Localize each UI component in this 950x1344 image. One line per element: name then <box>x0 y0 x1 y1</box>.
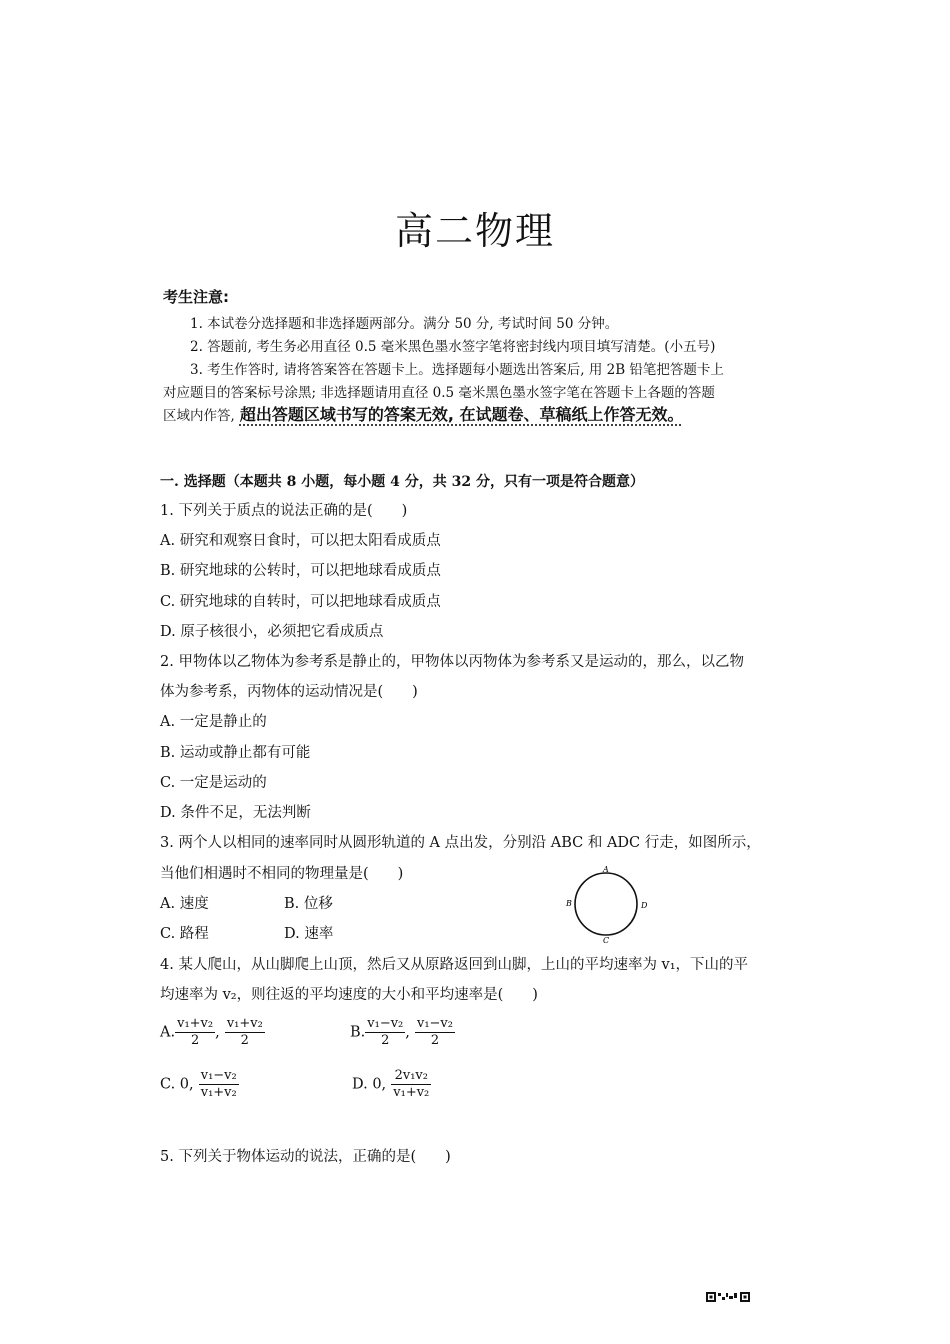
notice-item-3-line-3 <box>163 402 684 425</box>
q4-option-d <box>352 1068 431 1101</box>
q4-option-a-label: A. <box>160 1024 176 1041</box>
q2-option-d: D. 条件不足，无法判断 <box>160 805 311 821</box>
notice-emphasis: 超出答题区域书写的答案无效, 在试题卷、草稿纸上作答无效。 <box>239 405 684 424</box>
page-title: 高二物理 <box>394 209 555 253</box>
fraction-denominator: 2 <box>430 1033 440 1048</box>
q4-option-b-label: B. <box>350 1024 366 1041</box>
q4-option-b-fraction-2 <box>415 1016 455 1049</box>
q2-stem-line-1: 2. 甲物体以乙物体为参考系是静止的，甲物体以丙物体为参考系又是运动的，那么，以乙物 <box>160 654 744 670</box>
circular-track-figure <box>560 862 660 946</box>
q4-stem-line-1: 4. 某人爬山，从山脚爬上山顶，然后又从原路返回到山脚，上山的平均速率为 v₁，下山的平 <box>160 957 749 973</box>
fraction-numerator: 2v₁v₂ <box>391 1068 431 1085</box>
q1-stem: 1. 下列关于质点的说法正确的是( ) <box>160 503 408 519</box>
q4-option-a-fraction-2 <box>225 1016 265 1049</box>
fraction-numerator: v₁+v₂ <box>226 1016 263 1031</box>
q2-option-b: B. 运动或静止都有可能 <box>160 745 311 761</box>
q3-stem-line-2: 当他们相遇时不相同的物理量是( ) <box>160 866 404 882</box>
q4-option-c-fraction <box>199 1068 239 1101</box>
fraction-numerator: v₁−v₂ <box>367 1016 404 1031</box>
q1-option-b: B. 研究地球的公转时，可以把地球看成质点 <box>160 563 441 579</box>
separator: , <box>405 1024 410 1041</box>
notice-item-3-line-2: 对应题目的答案标号涂黑; 非选择题请用直径 0.5 毫米黑色墨水签字笔在答题卡上各题的答题 <box>163 385 715 401</box>
q1-option-c: C. 研究地球的自转时，可以把地球看成质点 <box>160 594 441 610</box>
q5-stem: 5. 下列关于物体运动的说法，正确的是( ) <box>160 1149 451 1165</box>
q3-option-d: D. 速率 <box>284 926 334 942</box>
fraction-numerator: v₁−v₂ <box>200 1068 237 1083</box>
q1-option-d: D. 原子核很小，必须把它看成质点 <box>160 624 384 640</box>
fraction-denominator: 2 <box>381 1033 390 1048</box>
notice-item-2: 2. 答题前, 考生务必用直径 0.5 毫米黑色墨水签字笔将密封线内项目填写清楚。(小五号) <box>190 339 716 355</box>
q4-option-c-label: C. 0, <box>160 1076 194 1093</box>
section-heading-choice: 一. 选择题（本题共 8 小题，每小题 4 分，共 32 分，只有一项是符合题意） <box>160 474 644 490</box>
point-d-label: D <box>641 901 648 910</box>
q2-option-c: C. 一定是运动的 <box>160 775 267 791</box>
notice-item-3-line-1: 3. 考生作答时, 请将答案答在答题卡上。选择题每小题选出答案后, 用 2B 铅笔把答题卡上 <box>190 362 724 378</box>
qr-code-icon <box>706 1292 750 1302</box>
q4-option-a-fraction-1 <box>175 1016 215 1049</box>
q1-option-a: A. 研究和观察日食时，可以把太阳看成质点 <box>160 533 441 549</box>
q4-option-c <box>160 1068 239 1101</box>
q4-option-b <box>350 1016 455 1049</box>
q4-option-d-fraction <box>391 1068 431 1101</box>
q4-option-b-fraction-1 <box>365 1016 405 1049</box>
q2-option-a: A. 一定是静止的 <box>160 714 267 730</box>
notice-item-1: 1. 本试卷分选择题和非选择题两部分。满分 50 分, 考试时间 50 分钟。 <box>190 316 619 332</box>
fraction-denominator: 2 <box>190 1033 200 1048</box>
fraction-denominator: 2 <box>240 1033 249 1048</box>
q2-stem-line-2: 体为参考系，丙物体的运动情况是( ) <box>160 684 418 700</box>
point-b-label: B <box>566 899 572 908</box>
separator: , <box>215 1024 220 1041</box>
fraction-denominator: v₁+v₂ <box>200 1085 237 1100</box>
q3-stem-line-1: 3. 两个人以相同的速率同时从圆形轨道的 A 点出发，分别沿 ABC 和 ADC 行走，如图所示， <box>160 835 761 851</box>
fraction-numerator: v₁+v₂ <box>177 1016 214 1031</box>
q3-option-b: B. 位移 <box>284 896 333 912</box>
point-a-label: A <box>603 865 609 874</box>
notice-heading: 考生注意: <box>163 288 229 306</box>
q4-option-a <box>160 1016 265 1049</box>
q4-option-d-label: D. 0, <box>352 1076 387 1093</box>
notice-item-3-start: 区域内作答, <box>163 408 235 424</box>
fraction-denominator: v₁+v₂ <box>393 1085 430 1100</box>
q3-option-a: A. 速度 <box>160 896 209 912</box>
q4-stem-line-2: 均速率为 v₂，则往返的平均速度的大小和平均速率是( ) <box>160 987 538 1003</box>
fraction-numerator: v₁−v₂ <box>416 1016 453 1031</box>
point-c-label: C <box>603 936 610 945</box>
circular-track <box>575 873 637 935</box>
q3-option-c: C. 路程 <box>160 926 209 942</box>
